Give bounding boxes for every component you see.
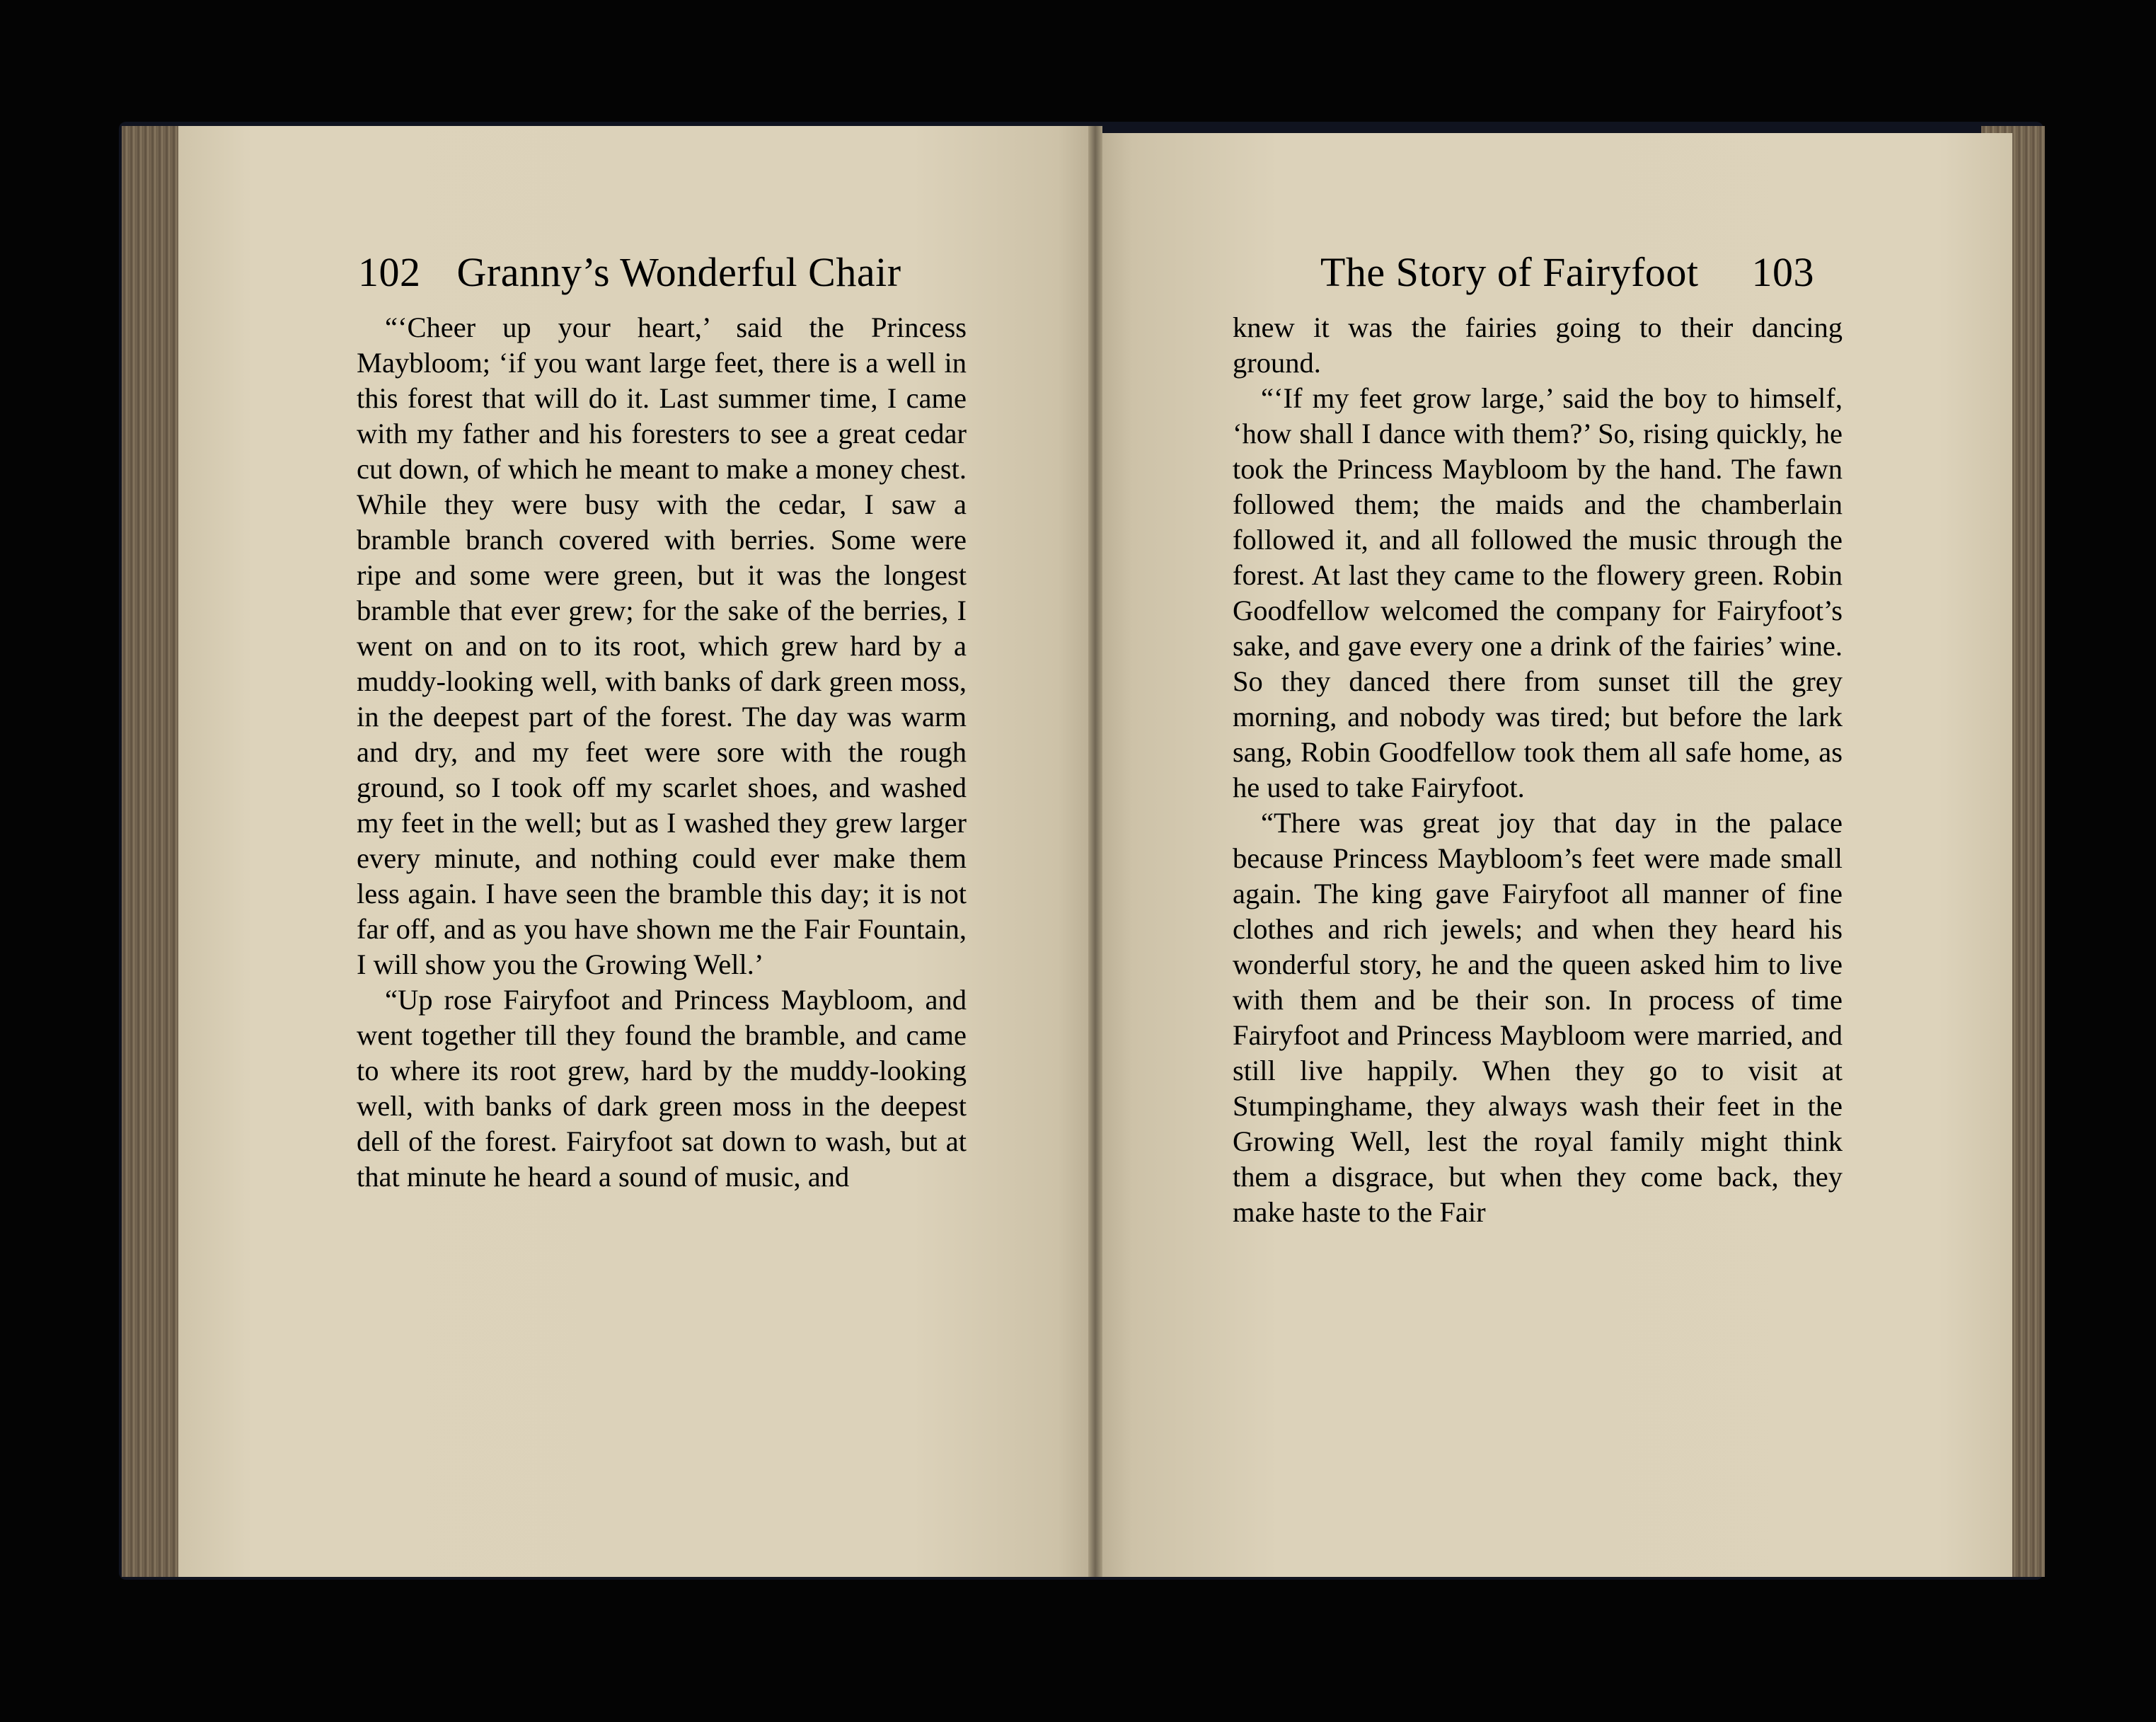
paragraph: “Up rose Fairyfoot and Princess Maybloom, and went together till they found the bramble, and came to where its root grew, hard by the muddy-looking well, with banks of dark green moss in the deepest dell of the forest. Fairyfoot sat down to wash, but at that minute he heard a sound of music, and [357,984,967,1193]
left-page-body [357,310,967,1195]
left-running-head [358,248,981,297]
left-page-edges [122,126,185,1577]
paragraph: “There was great joy that day in the palace because Princess Maybloom’s feet were made small again. The king gave Fairyfoot all manner of fine clothes and rich jewels; and when they heard his wonderful story, he and the queen asked him to live with them and be their son. In process of time Fairyfoot and Princess Maybloom were married, and still live happily. When they go to visit at Stumpinghame, they always wash their feet in the Growing Well, lest the royal family might think them a disgrace, but when they come back, they make haste to the Fair [1233,807,1843,1228]
left-running-title: Granny’s Wonderful Chair [456,249,901,295]
right-running-title: The Story of Fairyfoot [1320,249,1699,295]
right-running-head [1320,248,1851,297]
paragraph: “‘Cheer up your heart,’ said the Princess Maybloom; ‘if you want large feet, there is a well in this forest that will do it. Last summer time, I came with my father and his foresters to see a great cedar cut down, of which he meant to make a money chest. While they were busy with the cedar, I saw a bramble branch covered with berries. Some were ripe and some were green, but it was the longest bramble that ever grew; for the sake of the berries, I went on and on to its root, which grew hard by a muddy-looking well, with banks of dark green moss, in the deepest part of the forest. The day was warm and dry, and my feet were sore with the rough ground, so I took off my scarlet shoes, and washed my feet in the well; but as I washed they grew larger every minute, and nothing could ever make them less again. I have seen the bramble this day; it is not far off, and as you have shown me the Fair Fountain, I will show you the Growing Well.’ [357,311,967,980]
paragraph: knew it was the fairies going to their dancing ground. [1233,311,1843,379]
right-page-body [1233,310,1843,1230]
paragraph: “‘If my feet grow large,’ said the boy to himself, ‘how shall I dance with them?’ So, rising quickly, he took the Princess Maybloom by the hand. The fawn followed them; the maids and the chamberlain followed it, and all followed the music through the forest. At last they came to the flowery green. Robin Goodfellow welcomed the company for Fairyfoot’s sake, and gave every one a drink of the fairies’ wine. So they danced there from sunset till the grey morning, and nobody was tired; but before the lark sang, Robin Goodfellow took them all safe home, as he used to take Fairyfoot. [1233,382,1843,803]
book-gutter [1088,126,1102,1577]
right-page-number: 103 [1751,249,1815,295]
left-page-number: 102 [358,249,421,295]
